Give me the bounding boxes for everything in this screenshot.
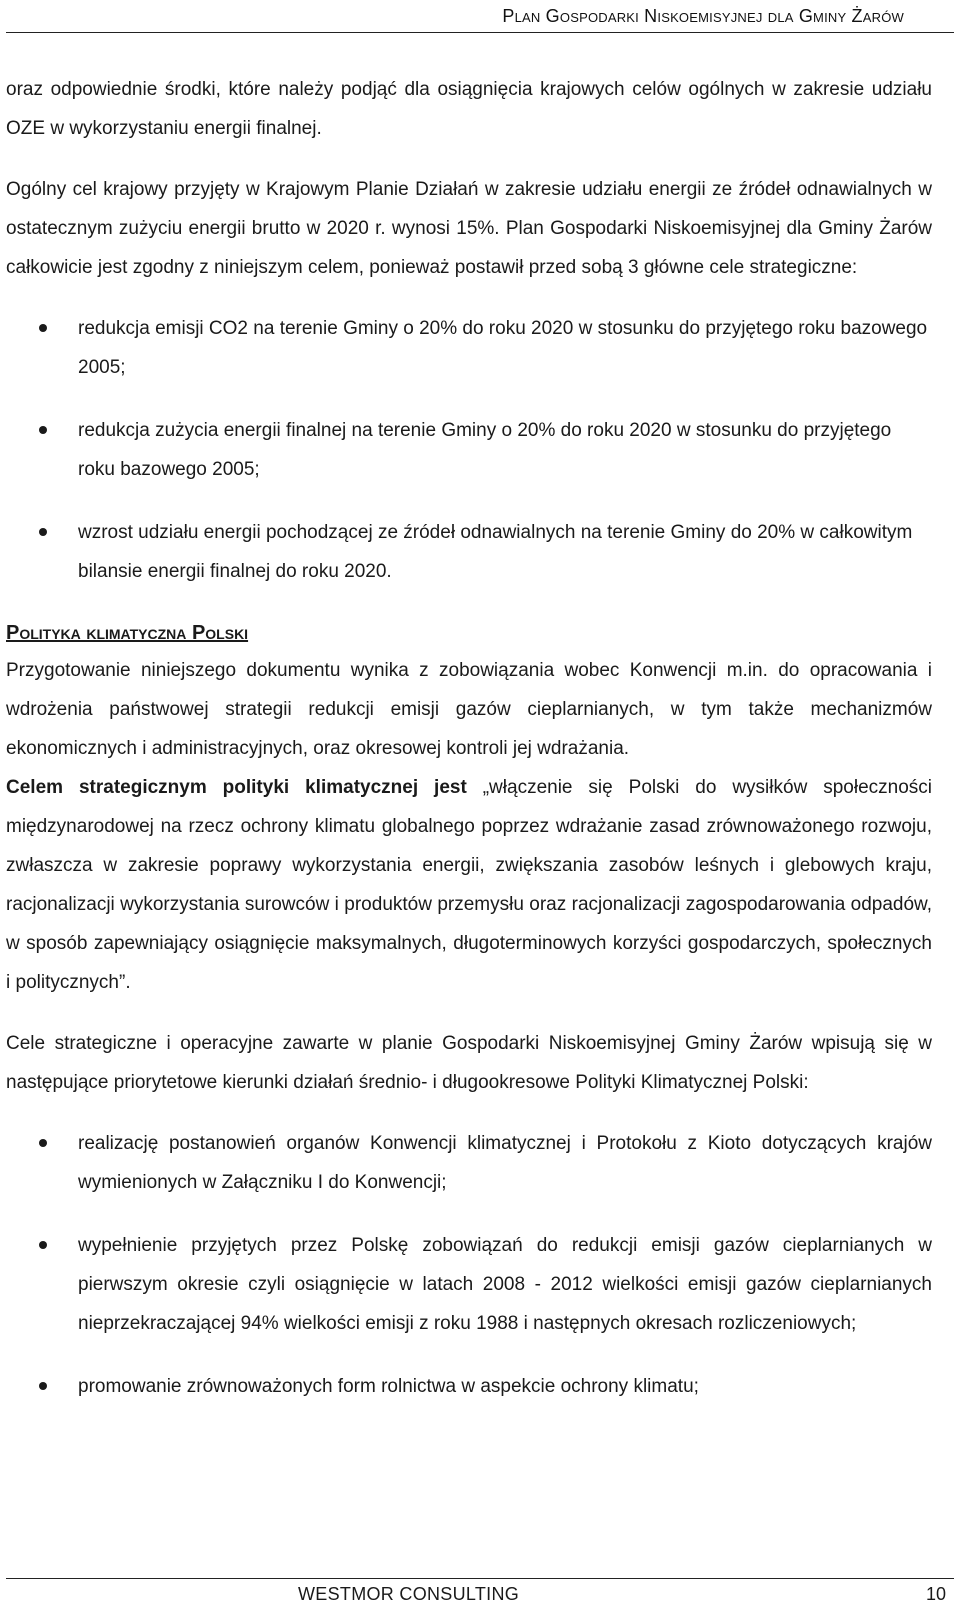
- page-header: [6, 0, 954, 34]
- bullet-icon: [39, 426, 47, 434]
- page-content: [6, 70, 932, 1430]
- list-item-text: promowanie zrównoważonych form rolnictwa w aspekcie ochrony klimatu;: [78, 1376, 699, 1397]
- page-footer: [6, 1578, 954, 1617]
- bullet-icon: [39, 1139, 47, 1147]
- list-item-text: wypełnienie przyjętych przez Polskę zobowiązań do redukcji emisji gazów cieplarnianych w pierwszym okresie czyli osiągnięcie w latach 2008 - 2012 wielkości emisji gazów cieplarnianych nieprzekraczającej 94% wielkości emisji z roku 1988 i następnych okresach rozliczeniowych;: [78, 1235, 932, 1334]
- bullet-icon: [39, 1382, 47, 1390]
- list-item-text: redukcja zużycia energii finalnej na terenie Gminy o 20% do roku 2020 w stosunku do przyjętego roku bazowego 2005;: [78, 420, 892, 480]
- page-number: 10: [925, 1584, 946, 1604]
- list-item: [6, 1124, 932, 1202]
- paragraph-1: oraz odpowiednie środki, które należy podjąć dla osiągnięcia krajowych celów ogólnych w zakresie udziału OZE w wykorzystaniu energii finalnej.: [6, 79, 932, 139]
- footer-rule: [6, 1578, 954, 1579]
- strategic-goals-list: [6, 309, 932, 591]
- list-item-text: wzrost udziału energii pochodzącej ze źródeł odnawialnych na terenie Gminy do 20% w całkowitym bilansie energii finalnej do roku 2020.: [78, 522, 913, 582]
- list-item: [6, 411, 932, 489]
- list-item: [6, 1367, 932, 1406]
- paragraph-3: Przygotowanie niniejszego dokumentu wynika z zobowiązania wobec Konwencji m.in. do opracowania i wdrożenia państwowej strategii redukcji emisji gazów cieplarnianych, w tym także mechanizmów ekonomicznych i administracyjnych, oraz okresowej kontroli jej wdrażania.: [6, 660, 932, 759]
- list-item-text: realizację postanowień organów Konwencji klimatycznej i Protokołu z Kioto dotyczących krajów wymienionych w Załączniku I do Konwencji;: [78, 1133, 932, 1193]
- bullet-icon: [39, 1241, 47, 1249]
- section-heading: Polityka klimatyczna Polski: [6, 622, 249, 644]
- bullet-icon: [39, 324, 47, 332]
- list-item: [6, 1226, 932, 1343]
- list-item: [6, 513, 932, 591]
- bullet-icon: [39, 528, 47, 536]
- paragraph-4-bold: Celem strategicznym polityki klimatycznej jest: [6, 777, 467, 798]
- footer-company: WESTMOR CONSULTING: [298, 1584, 520, 1604]
- paragraph-4-rest: „włączenie się Polski do wysiłków społeczności międzynarodowej na rzecz ochrony klimatu globalnego poprzez wdrażanie zasad zrównoważonego rozwoju, zwłaszcza w zakresie poprawy wykorzystania energii, zwiększania zasobów leśnych i glebowych kraju, racjonalizacji wykorzystania surowców i produktów przemysłu oraz racjonalizacji zagospodarowania odpadów, w sposób zapewniający osiągnięcie maksymalnych, długoterminowych korzyści gospodarczych, społecznych i politycznych”.: [6, 777, 932, 993]
- list-item-text: redukcja emisji CO2 na terenie Gminy o 20% do roku 2020 w stosunku do przyjętego roku bazowego 2005;: [78, 318, 928, 378]
- list-item: [6, 309, 932, 387]
- climate-policy-list: [6, 1124, 932, 1406]
- paragraph-5: Cele strategiczne i operacyjne zawarte w planie Gospodarki Niskoemisyjnej Gminy Żarów wpisują się w następujące priorytetowe kierunki działań średnio- i długookresowe Polityki Klimatycznej Polski:: [6, 1033, 932, 1093]
- header-rule: [6, 32, 954, 33]
- paragraph-4: [6, 768, 932, 1002]
- paragraph-2: Ogólny cel krajowy przyjęty w Krajowym Planie Działań w zakresie udziału energii ze źródeł odnawialnych w ostatecznym zużyciu energii brutto w 2020 r. wynosi 15%. Plan Gospodarki Niskoemisyjnej dla Gminy Żarów całkowicie jest zgodny z niniejszym celem, ponieważ postawił przed sobą 3 główne cele strategiczne:: [6, 179, 932, 278]
- header-title: Plan Gospodarki Niskoemisyjnej dla Gminy Żarów: [502, 6, 904, 26]
